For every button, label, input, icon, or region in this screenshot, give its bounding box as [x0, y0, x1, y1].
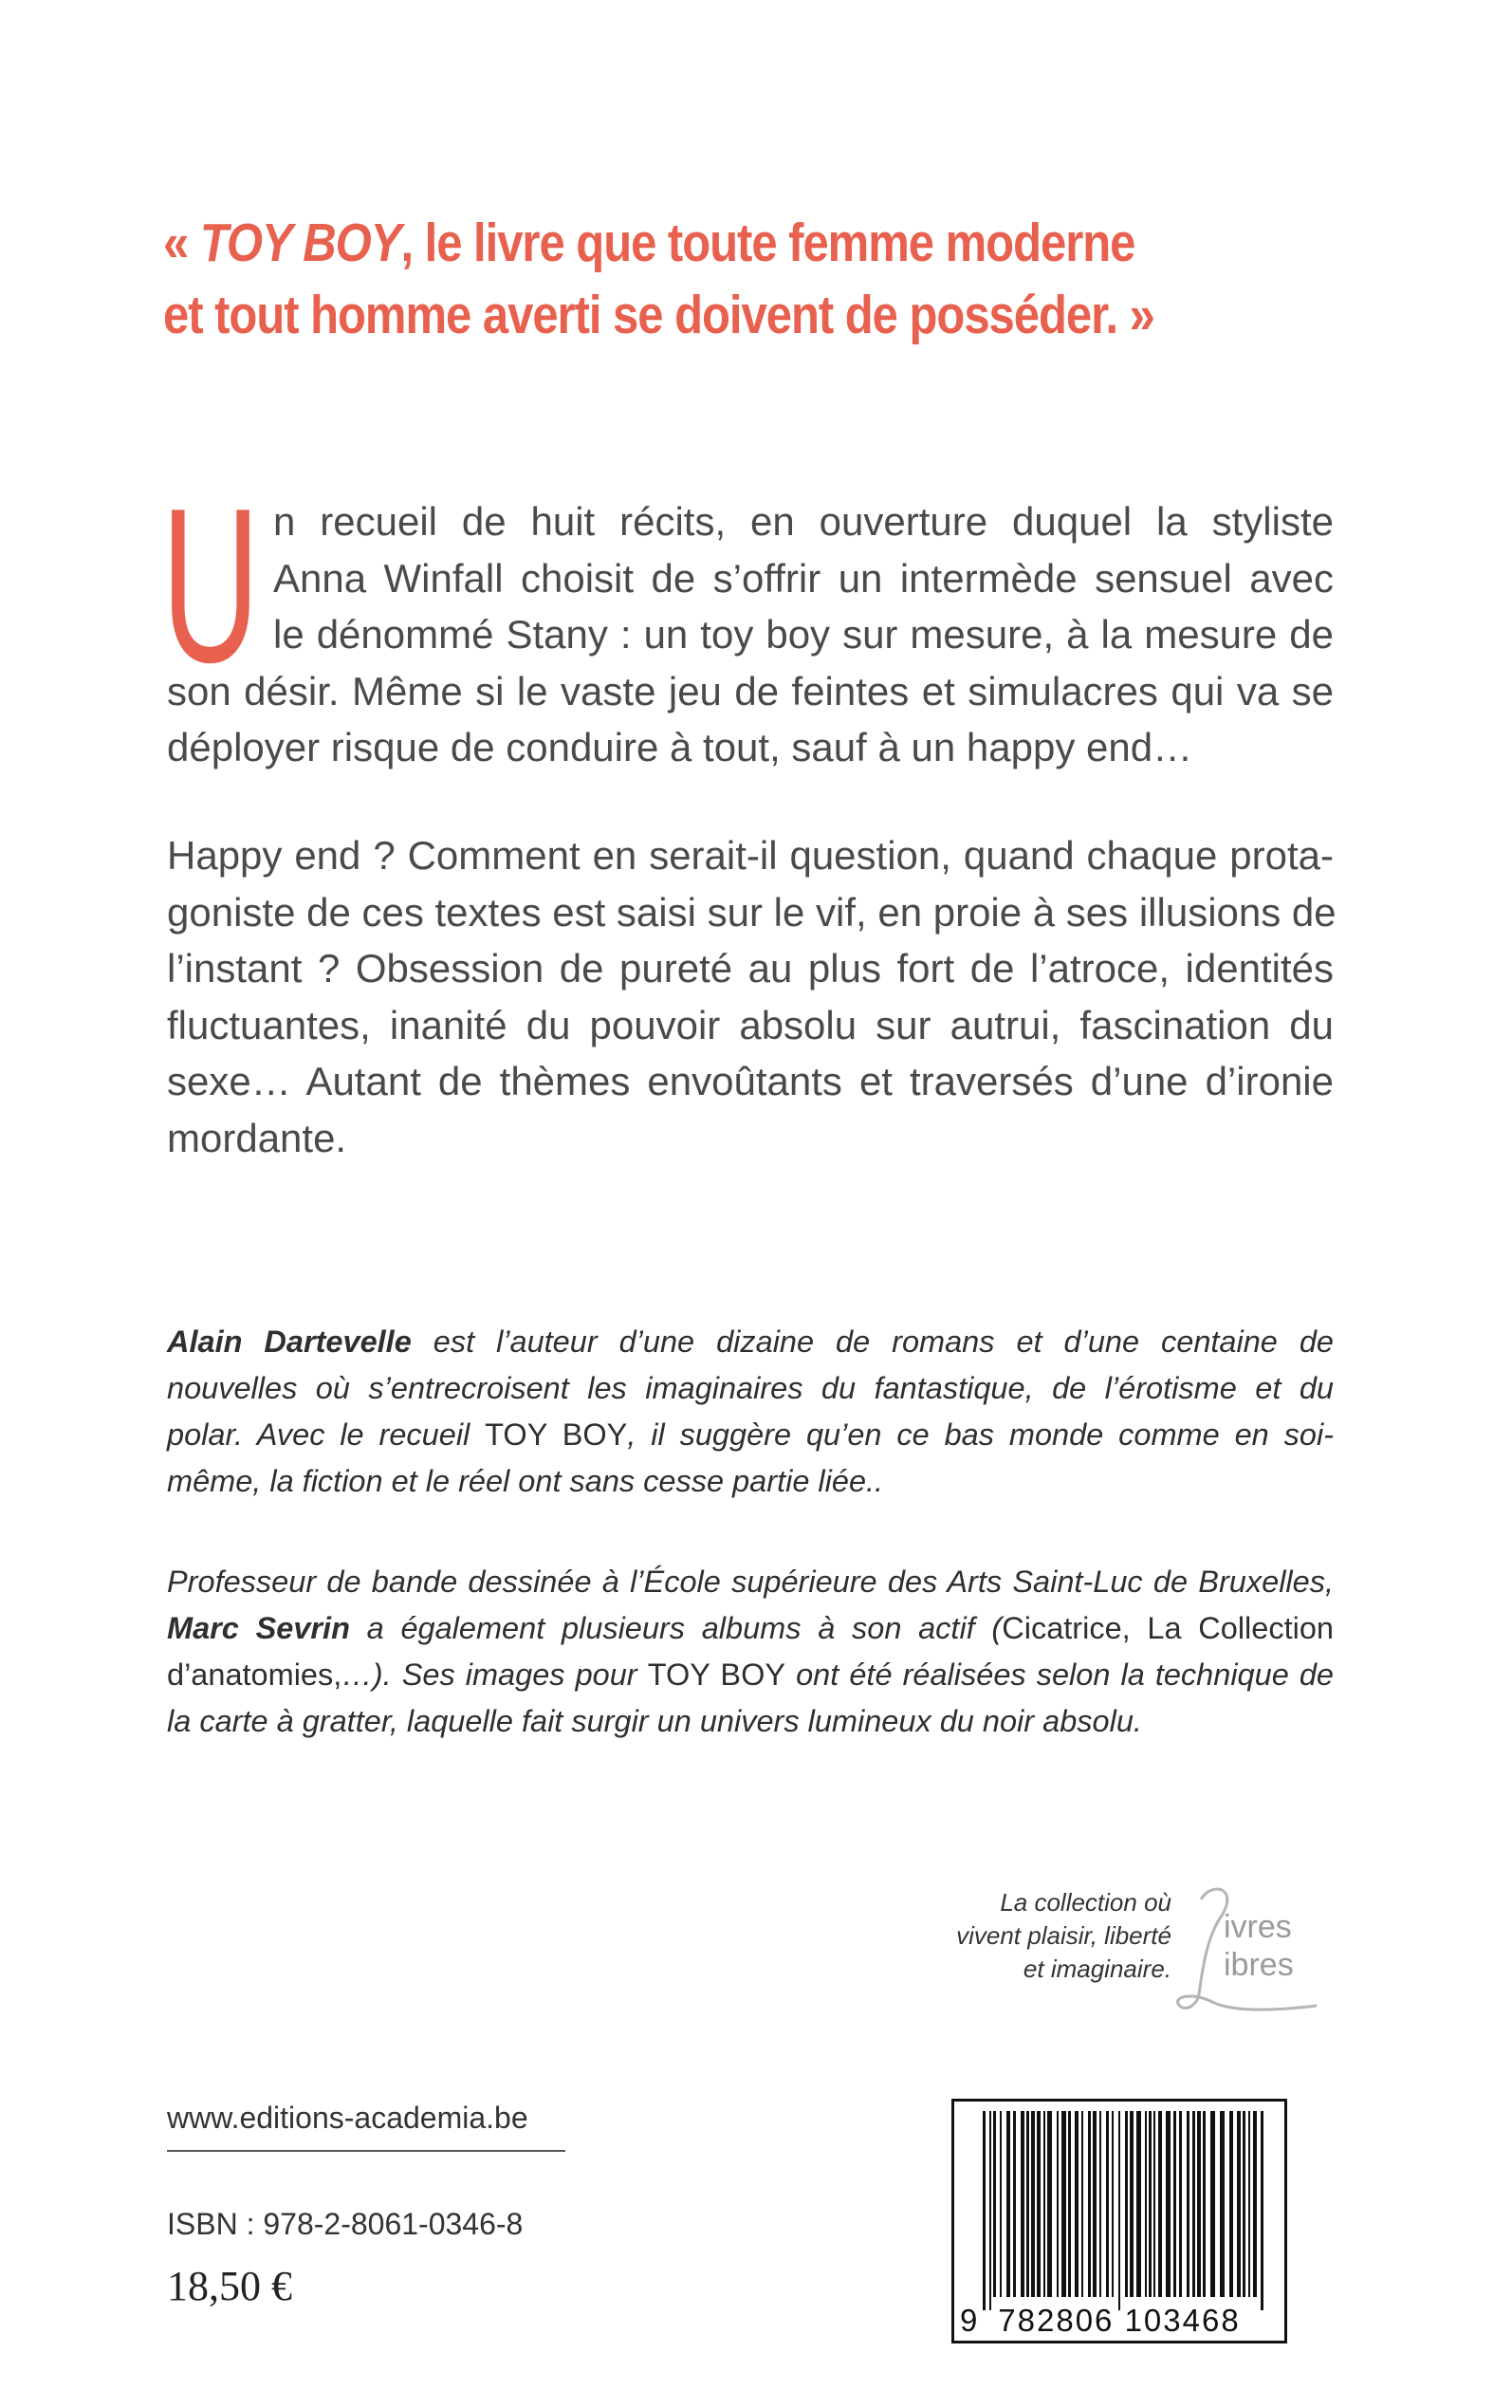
barcode-bar: [1068, 2111, 1071, 2297]
summary-paragraph-2: [167, 827, 1337, 1166]
barcode-bar: [1093, 2111, 1097, 2297]
summary-line: Happy end ? Comment en serait-il question, quand chaque prota-: [167, 833, 1334, 878]
barcode-bar: [1136, 2111, 1141, 2297]
barcode-bar: [1000, 2111, 1002, 2297]
barcode-bar: [1149, 2111, 1152, 2297]
publisher-url[interactable]: www.editions-academia.be: [167, 2101, 528, 2135]
barcode-bar: [1187, 2111, 1189, 2297]
barcode-bar: [1021, 2111, 1024, 2297]
barcode-bar: [1229, 2111, 1233, 2297]
barcode-bar: [1043, 2111, 1045, 2297]
barcode-bar: [1037, 2111, 1041, 2297]
barcode-bar: [1057, 2111, 1059, 2297]
barcode-bar: [1192, 2111, 1195, 2297]
barcode-bar: [1248, 2111, 1250, 2297]
bio-line: Alain Dartevelle est l’auteur d’une dizaine de romans et d’une centaine de: [167, 1324, 1334, 1359]
barcode-bar: [1237, 2111, 1241, 2297]
summary-paragraph-1: [167, 493, 1334, 776]
quote-book-title: TOY BOY: [199, 213, 401, 273]
barcode-bar: [1031, 2111, 1035, 2297]
bio-line: d’anatomies,…). Ses images pour TOY BOY ont été réalisées selon la technique de: [167, 1658, 1334, 1692]
barcode-bar: [1197, 2111, 1201, 2297]
summary-line: son désir. Même si le vaste jeu de feintes et simulacres qui va se: [167, 668, 1334, 713]
summary-line: goniste de ces textes est saisi sur le vif, en proie à ses illusions de: [167, 889, 1337, 935]
illustrator-bio: [167, 1559, 1334, 1745]
barcode-bar: [1130, 2111, 1134, 2297]
url-underline: [167, 2150, 565, 2152]
logo-text-livres: ivres: [1224, 1909, 1292, 1945]
barcode-bar: [1099, 2111, 1101, 2297]
collection-tagline: La collection où vivent plaisir, liberté et imaginaire.: [956, 1888, 1171, 1983]
summary-line: n recueil de huit récits, en ouverture duquel la styliste: [273, 499, 1334, 544]
summary-line: mordante.: [167, 1115, 347, 1160]
logo-text-libres: ibres: [1224, 1947, 1294, 1983]
summary-line: Anna Winfall choisit de s’offrir un intermède sensuel avec: [273, 555, 1334, 601]
barcode-bar: [1047, 2111, 1052, 2297]
barcode-bar: [1243, 2111, 1245, 2297]
summary-line: fluctuantes, inanité du pouvoir absolu sur autrui, fascination du: [167, 1002, 1334, 1047]
price: 18,50 €: [167, 2263, 292, 2309]
bio-line: Professeur de bande dessinée à l’École supérieure des Arts Saint-Luc de Bruxelles,: [167, 1565, 1334, 1599]
quote-line-1: « TOY BOY, le livre que toute femme moderne: [163, 213, 1135, 273]
barcode-bar: [1006, 2111, 1010, 2297]
barcode-bar: [1166, 2111, 1171, 2297]
barcode-bar: [1088, 2111, 1091, 2297]
barcode-bar: [1061, 2111, 1066, 2297]
barcode-bar: [1118, 2111, 1120, 2310]
barcode-bar: [1112, 2111, 1114, 2297]
author-bio: [167, 1319, 1334, 1505]
barcode-bar: [1125, 2111, 1128, 2297]
barcode-bar: [1075, 2111, 1079, 2297]
barcode-bar: [1210, 2111, 1215, 2297]
bio-line: nouvelles où s’entrecroisent les imaginaires du fantastique, de l’érotisme et du: [167, 1371, 1334, 1405]
barcode-first-digit: 9: [960, 2303, 978, 2338]
barcode-bar: [983, 2111, 986, 2310]
bio-line: même, la fiction et le réel ont sans cesse partie liée..: [167, 1464, 884, 1498]
summary-line: sexe… Autant de thèmes envoûtants et traversés d’une d’ironie: [167, 1059, 1334, 1103]
barcode-bar: [1013, 2111, 1016, 2297]
barcode-bar: [1203, 2111, 1206, 2297]
barcode-bar: [1026, 2111, 1029, 2297]
bio-line: polar. Avec le recueil TOY BOY, il suggère qu’en ce bas monde comme en soi-: [167, 1417, 1334, 1452]
barcode-digits: 782806 103468: [998, 2303, 1241, 2338]
barcode-bar: [1179, 2111, 1182, 2297]
barcode-bar: [1158, 2111, 1162, 2297]
quote-line-2: et tout homme averti se doivent de posséder. »: [163, 285, 1154, 345]
barcode-bar: [1153, 2111, 1155, 2297]
barcode-bar: [1173, 2111, 1176, 2297]
illustrator-name: Marc Sevrin: [167, 1611, 350, 1645]
drop-cap: U: [161, 463, 260, 709]
barcode-bar: [1145, 2111, 1147, 2297]
barcode-bar: [989, 2111, 991, 2310]
pull-quote: [163, 207, 1240, 351]
summary-line: le dénommé Stany : un toy boy sur mesure, à la mesure de: [273, 612, 1334, 657]
bio-line: Marc Sevrin a également plusieurs albums à son actif (Cicatrice, La Collection: [167, 1611, 1334, 1645]
barcode-bar: [1081, 2111, 1083, 2297]
livres-libres-logo: [1174, 1880, 1345, 2023]
barcode-bar: [1106, 2111, 1109, 2297]
bio-line: la carte à gratter, laquelle fait surgir un univers lumineux du noir absolu.: [167, 1704, 1142, 1738]
isbn: ISBN : 978-2-8061-0346-8: [167, 2207, 524, 2241]
barcode: [951, 2099, 1287, 2343]
summary-line: déployer risque de conduire à tout, sauf à un happy end…: [167, 725, 1193, 769]
barcode-bar: [1253, 2111, 1257, 2297]
barcode-bar: [993, 2111, 996, 2297]
author-name: Alain Dartevelle: [167, 1324, 412, 1359]
barcode-bar: [1220, 2111, 1225, 2297]
barcode-bar: [1261, 2111, 1263, 2310]
summary-line: l’instant ? Obsession de pureté au plus fort de l’atroce, identités: [167, 946, 1334, 991]
